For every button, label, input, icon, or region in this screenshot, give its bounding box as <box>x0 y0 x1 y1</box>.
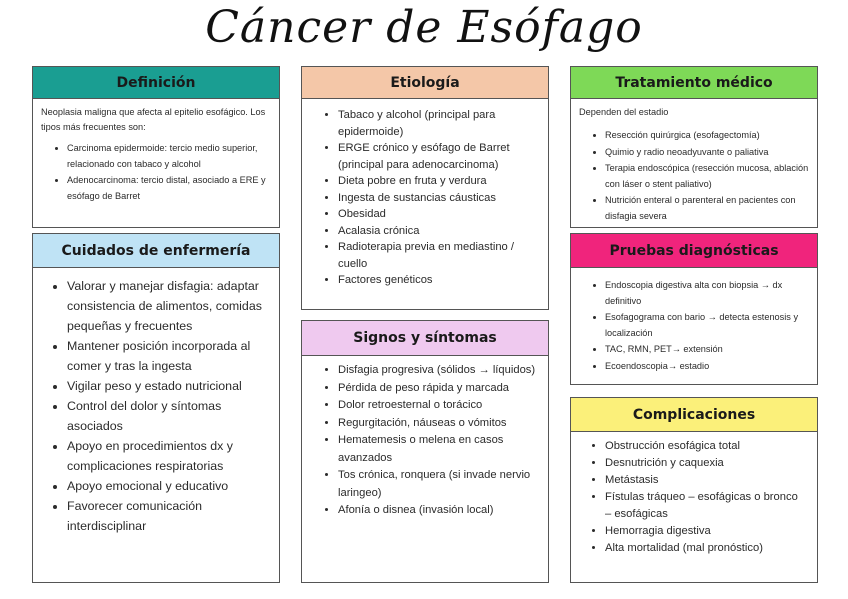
list-item: • Ecoendoscopia→ estadio <box>605 359 807 375</box>
list-item: • Valorar y manejar disfagia: adaptar consistencia de alimentos, comidas pequeñas y frecuentes <box>67 276 269 336</box>
pruebas-header <box>570 233 818 268</box>
list-item: • Alta mortalidad (mal pronóstico) <box>605 540 807 557</box>
list-item: • ERGE crónico y esófago de Barret (principal para adenocarcinoma) <box>338 140 538 173</box>
list-item: • Dolor retroesternal o torácico <box>338 397 538 415</box>
tratamiento-intro: Dependen del estadio <box>579 107 669 117</box>
list-item: • Obesidad <box>338 206 538 223</box>
complicaciones-panel <box>570 431 818 583</box>
list-item: • Vigilar peso y estado nutricional <box>67 376 269 396</box>
definicion-title: Definición <box>116 74 196 91</box>
list-item: • Pérdida de peso rápida y marcada <box>338 380 538 398</box>
list-item: • Terapia endoscópica (resección mucosa, ablación con láser o stent paliativo) <box>605 161 809 192</box>
etiologia-panel <box>301 98 549 310</box>
pruebas-title: Pruebas diagnósticas <box>609 242 779 259</box>
list-item: • Regurgitación, náuseas o vómitos <box>338 415 538 433</box>
complicaciones-list <box>571 438 807 557</box>
list-item: • TAC, RMN, PET→ extensión <box>605 342 807 358</box>
list-item: • Favorecer comunicación interdisciplinar <box>67 496 269 536</box>
list-item: • Disfagia progresiva (sólidos → líquidos) <box>338 362 538 380</box>
pruebas-panel <box>570 267 818 385</box>
list-item: • Dieta pobre en fruta y verdura <box>338 173 538 190</box>
list-item: • Radioterapia previa en mediastino / cuello <box>338 239 538 272</box>
list-item: • Desnutrición y caquexia <box>605 455 807 472</box>
list-item: • Afonía o disnea (invasión local) <box>338 502 538 520</box>
list-item: • Esofagograma con bario → detecta estenosis y localización <box>605 310 807 341</box>
list-item: • Fístulas tráqueo – esofágicas o bronco – esofágicas <box>605 489 807 523</box>
list-item: • Control del dolor y síntomas asociados <box>67 396 269 436</box>
etiologia-header <box>301 66 549 99</box>
list-item: • Carcinoma epidermoide: tercio medio superior, relacionado con tabaco y alcohol <box>67 141 271 172</box>
definicion-list <box>41 141 271 204</box>
pruebas-list <box>571 278 807 374</box>
definicion-header <box>32 66 280 99</box>
list-item: • Tabaco y alcohol (principal para epidermoide) <box>338 107 538 140</box>
etiologia-list <box>302 107 538 289</box>
definicion-panel <box>32 98 280 228</box>
signos-title: Signos y síntomas <box>353 330 497 346</box>
definicion-intro: Neoplasia maligna que afecta al epitelio esofágico. Los tipos más frecuentes son: <box>41 107 266 132</box>
list-item: • Resección quirúrgica (esofagectomía) <box>605 128 809 144</box>
cuidados-list <box>33 276 269 536</box>
list-item: • Nutrición enteral o parenteral en pacientes con disfagia severa <box>605 193 809 224</box>
signos-panel <box>301 355 549 583</box>
cuidados-header <box>32 233 280 268</box>
signos-header <box>301 320 549 356</box>
tratamiento-header <box>570 66 818 99</box>
list-item: • Quimio y radio neoadyuvante o paliativa <box>605 145 809 161</box>
list-item: • Hematemesis o melena en casos avanzados <box>338 432 538 467</box>
list-item: • Acalasia crónica <box>338 223 538 240</box>
tratamiento-title: Tratamiento médico <box>615 74 773 91</box>
tratamiento-list <box>579 128 809 224</box>
list-item: • Obstrucción esofágica total <box>605 438 807 455</box>
complicaciones-header <box>570 397 818 432</box>
etiologia-title: Etiología <box>390 74 460 91</box>
list-item: • Adenocarcinoma: tercio distal, asociado a ERE y esófago de Barret <box>67 173 271 204</box>
cuidados-panel <box>32 267 280 583</box>
list-item: • Ingesta de sustancias cáusticas <box>338 190 538 207</box>
tratamiento-panel <box>570 98 818 228</box>
page-title: Cáncer de Esófago <box>205 2 643 53</box>
list-item: • Endoscopia digestiva alta con biopsia → dx definitivo <box>605 278 807 309</box>
list-item: • Hemorragia digestiva <box>605 523 807 540</box>
list-item: • Tos crónica, ronquera (si invade nervio laringeo) <box>338 467 538 502</box>
list-item: • Apoyo emocional y educativo <box>67 476 269 496</box>
signos-list <box>302 362 538 520</box>
list-item: • Apoyo en procedimientos dx y complicaciones respiratorias <box>67 436 269 476</box>
list-item: • Mantener posición incorporada al comer y tras la ingesta <box>67 336 269 376</box>
list-item: • Metástasis <box>605 472 807 489</box>
cuidados-title: Cuidados de enfermería <box>61 242 251 259</box>
complicaciones-title: Complicaciones <box>632 406 756 423</box>
list-item: • Factores genéticos <box>338 272 538 289</box>
